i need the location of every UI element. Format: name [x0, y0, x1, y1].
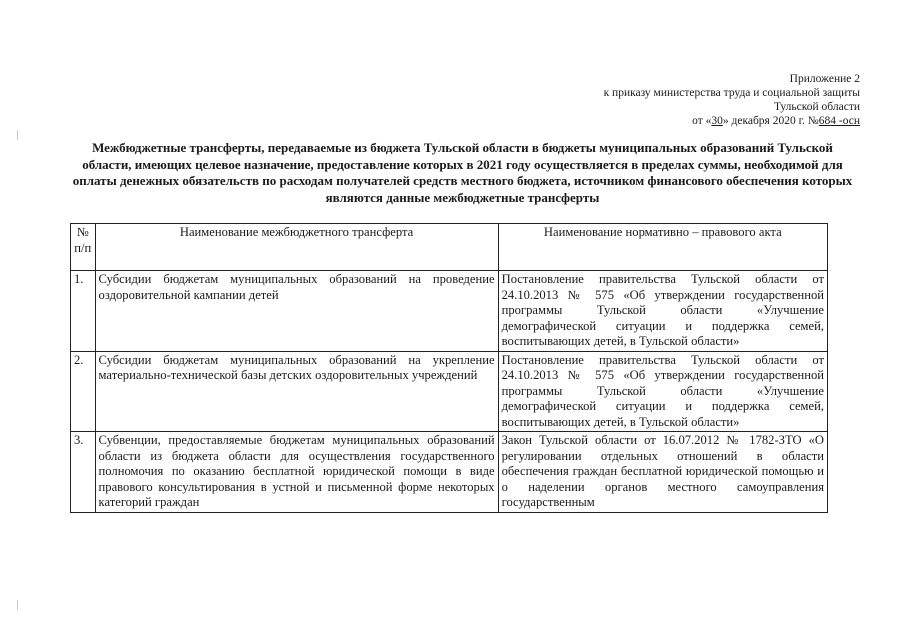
header-act: Наименование нормативно – правового акта	[498, 224, 827, 271]
row-transfer-name: Субсидии бюджетам муниципальных образований на укрепление материально-технической базы детских оздоровительных учреждений	[95, 351, 498, 432]
date-prefix: от «	[692, 115, 712, 127]
row-transfer-name: Субсидии бюджетам муниципальных образований на проведение оздоровительной кампании детей	[95, 271, 498, 352]
row-legal-act: Закон Тульской области от 16.07.2012 № 1782-ЗТО «О регулировании отдельных отношений в области обеспечения граждан бесплатной юридической помощью и о наделении органов местного самоуправления государственным	[498, 432, 827, 513]
date-mid: » декабря 2020 г. №	[722, 115, 819, 127]
appendix-line-3: Тульской области	[773, 101, 860, 113]
row-legal-act: Постановление правительства Тульской области от 24.10.2013 № 575 «Об утверждении государственной программы Тульской области «Улучшение демографической ситуации и поддержка семей, воспитывающих детей, в Тульской области»	[498, 271, 827, 352]
scan-margin-mark	[17, 600, 18, 610]
date-day: 30	[711, 115, 723, 127]
appendix-line-2: к приказу министерства труда и социальной защиты	[603, 87, 860, 99]
row-legal-act: Постановление правительства Тульской области от 24.10.2013 № 575 «Об утверждении государственной программы Тульской области «Улучшение демографической ситуации и поддержка семей, воспитывающих детей, в Тульской области»	[498, 351, 827, 432]
appendix-date-line	[460, 114, 860, 128]
table-header-row	[71, 224, 828, 271]
table-row	[71, 351, 828, 432]
transfers-table	[70, 223, 828, 513]
row-num: 2.	[71, 351, 96, 432]
order-number: 684 -осн	[818, 115, 860, 127]
header-num: № п/п	[71, 224, 96, 271]
row-transfer-name: Субвенции, предоставляемые бюджетам муниципальных образований области из бюджета области для осуществления государственного полномочия по оказанию бесплатной юридической помощи в виде правового консультирования в устной и письменной форме некоторых категорий граждан	[95, 432, 498, 513]
header-name: Наименование межбюджетного трансферта	[95, 224, 498, 271]
appendix-block	[460, 72, 860, 128]
row-num: 3.	[71, 432, 96, 513]
row-num: 1.	[71, 271, 96, 352]
table-row	[71, 271, 828, 352]
page-bottom-area	[0, 560, 905, 640]
table-row	[71, 432, 828, 513]
document-title: Межбюджетные трансферты, передаваемые из бюджета Тульской области в бюджеты муниципальных образований Тульской области, имеющих целевое назначение, предоставление которых в 2021 году осуществляется в пределах суммы, необходимой для оплаты денежных обязательств по расходам получателей средств местного бюджета, источником финансового обеспечения которых являются данные межбюджетные трансферты	[72, 140, 853, 205]
scan-margin-mark	[17, 130, 18, 140]
appendix-line-1: Приложение 2	[789, 73, 860, 85]
